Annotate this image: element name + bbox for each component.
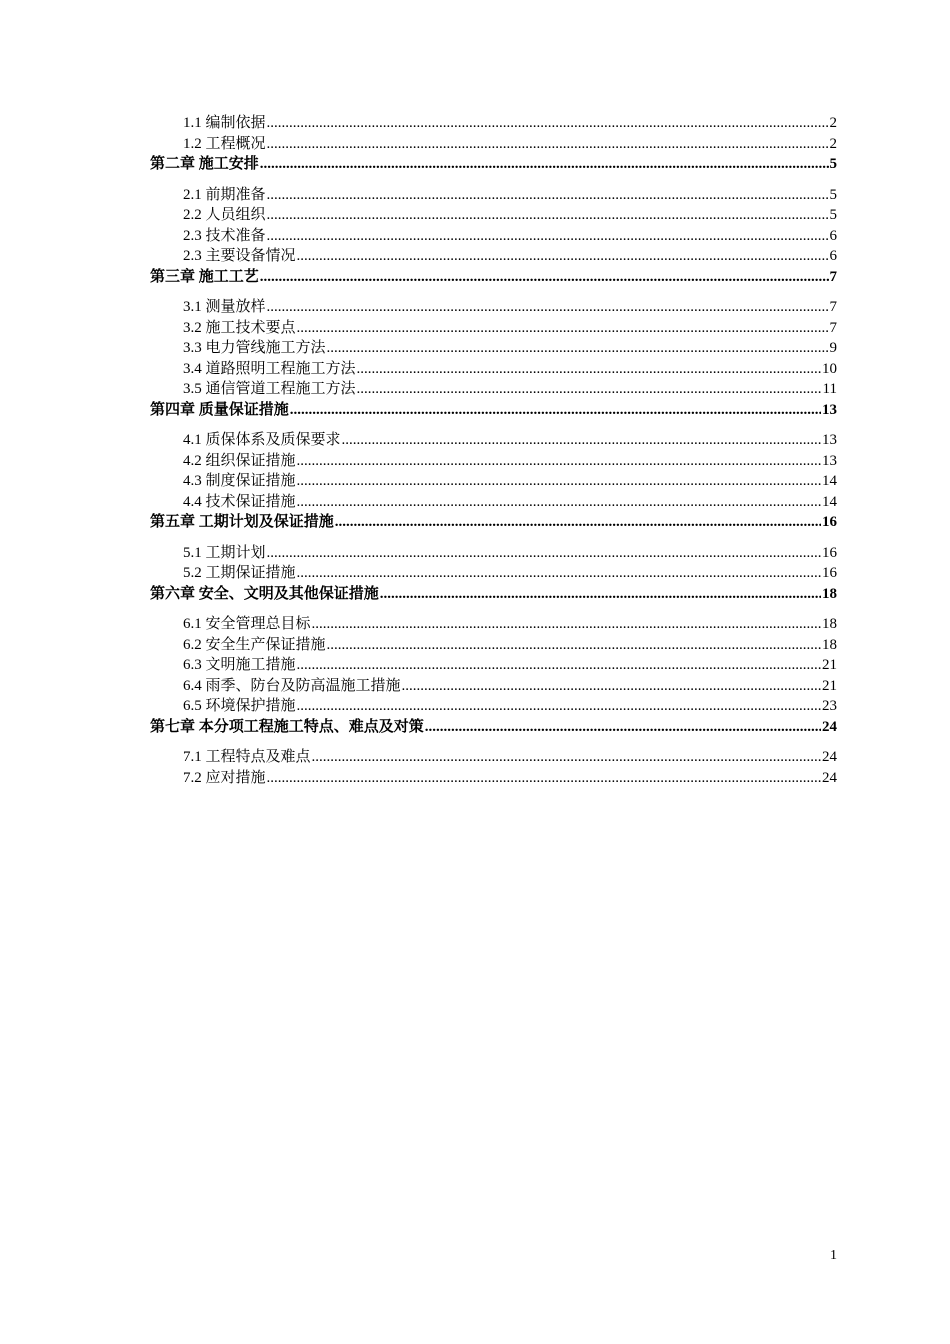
toc-entry-title: 7.2 应对措施 — [183, 769, 266, 786]
dot-leader — [297, 492, 821, 513]
toc-entry-title: 第六章 安全、文明及其他保证措施 — [150, 585, 379, 602]
toc-entry-title: 3.1 测量放样 — [183, 299, 266, 315]
toc-entry-page: 9 — [829, 340, 837, 356]
toc-section-entry[interactable] — [150, 226, 837, 247]
toc-section-entry[interactable] — [150, 113, 837, 134]
toc-section-entry[interactable] — [150, 297, 837, 318]
toc-section-entry[interactable] — [150, 492, 837, 513]
toc-entry-title: 5.2 工期保证措施 — [183, 565, 296, 581]
toc-section-entry[interactable] — [150, 185, 837, 206]
toc-entry-title: 第七章 本分项工程施工特点、难点及对策 — [150, 718, 424, 735]
dot-leader — [260, 267, 829, 288]
dot-leader — [290, 400, 821, 421]
dot-leader — [342, 430, 821, 451]
dot-leader — [297, 471, 821, 492]
toc-entry-title: 5.1 工期计划 — [183, 544, 266, 561]
toc-entry-page: 18 — [822, 585, 837, 602]
toc-entry-title: 3.5 通信管道工程施工方法 — [183, 381, 356, 397]
dot-leader — [267, 185, 829, 206]
toc-entry-page: 16 — [822, 514, 837, 530]
dot-leader — [267, 297, 829, 318]
toc-entry-title: 6.4 雨季、防台及防高温施工措施 — [183, 677, 401, 694]
toc-entry-title: 第三章 施工工艺 — [150, 268, 259, 285]
toc-entry-page: 7 — [829, 319, 837, 336]
toc-entry-page: 6 — [829, 227, 837, 244]
toc-chapter-entry[interactable] — [150, 717, 837, 738]
toc-entry-page: 16 — [822, 565, 837, 581]
toc-entry-title: 第四章 质量保证措施 — [150, 401, 289, 418]
toc-entry-page: 18 — [822, 636, 837, 653]
toc-entry-title: 2.3 技术准备 — [183, 227, 266, 244]
toc-entry-title: 2.3 主要设备情况 — [183, 248, 296, 264]
toc-section-entry[interactable] — [150, 338, 837, 359]
toc-chapter-entry[interactable] — [150, 154, 837, 175]
toc-entry-title: 4.1 质保体系及质保要求 — [183, 432, 341, 448]
toc-entry-page: 14 — [822, 473, 837, 489]
dot-leader — [357, 379, 822, 400]
toc-entry-page: 2 — [829, 135, 837, 152]
toc-section-entry[interactable] — [150, 205, 837, 226]
dot-leader — [267, 226, 829, 247]
dot-leader — [335, 512, 821, 533]
toc-entry-page: 14 — [822, 493, 837, 510]
dot-leader — [297, 451, 821, 472]
toc-entry-page: 11 — [822, 381, 837, 397]
toc-entry-title: 4.4 技术保证措施 — [183, 493, 296, 510]
toc-section-entry[interactable] — [150, 543, 837, 564]
toc-entry-title: 4.3 制度保证措施 — [183, 473, 296, 489]
page-number: 1 — [830, 1248, 837, 1263]
dot-leader — [267, 543, 821, 564]
toc-section-entry[interactable] — [150, 635, 837, 656]
toc-entry-page: 24 — [822, 769, 837, 786]
toc-entry-title: 2.2 人员组织 — [183, 207, 266, 223]
toc-section-entry[interactable] — [150, 451, 837, 472]
toc-entry-page: 5 — [829, 207, 837, 223]
toc-entry-title: 3.3 电力管线施工方法 — [183, 340, 326, 356]
toc-entry-page: 24 — [822, 749, 837, 765]
toc-section-entry[interactable] — [150, 747, 837, 768]
dot-leader — [402, 676, 821, 697]
toc-section-entry[interactable] — [150, 318, 837, 339]
toc-section-entry[interactable] — [150, 676, 837, 697]
toc-section-entry[interactable] — [150, 471, 837, 492]
dot-leader — [297, 563, 821, 584]
toc-entry-title: 1.1 编制依据 — [183, 115, 266, 131]
dot-leader — [425, 717, 821, 738]
toc-entry-page: 24 — [822, 718, 837, 735]
toc-entry-page: 23 — [822, 698, 837, 714]
dot-leader — [297, 696, 821, 717]
dot-leader — [297, 655, 821, 676]
toc-entry-page: 7 — [829, 268, 837, 285]
toc-section-entry[interactable] — [150, 768, 837, 789]
dot-leader — [297, 318, 829, 339]
toc-entry-page: 5 — [829, 186, 837, 203]
toc-entry-title: 1.2 工程概况 — [183, 135, 266, 152]
toc-chapter-entry[interactable] — [150, 512, 837, 533]
toc-entry-title: 4.2 组织保证措施 — [183, 452, 296, 469]
toc-entry-title: 第五章 工期计划及保证措施 — [150, 514, 334, 530]
toc-entry-page: 2 — [829, 115, 837, 131]
toc-entry-title: 6.3 文明施工措施 — [183, 657, 296, 673]
toc-entry-title: 6.1 安全管理总目标 — [183, 616, 311, 632]
dot-leader — [312, 614, 821, 635]
toc-entry-page: 5 — [829, 156, 837, 172]
dot-leader — [357, 359, 821, 380]
toc-entry-page: 13 — [822, 432, 837, 448]
table-of-contents — [150, 113, 837, 788]
dot-leader — [380, 584, 821, 605]
toc-section-entry[interactable] — [150, 359, 837, 380]
dot-leader — [260, 154, 829, 175]
toc-chapter-entry[interactable] — [150, 267, 837, 288]
toc-entry-page: 21 — [822, 657, 837, 673]
toc-entry-title: 6.5 环境保护措施 — [183, 698, 296, 714]
dot-leader — [267, 113, 829, 134]
toc-entry-page: 7 — [829, 299, 837, 315]
toc-section-entry[interactable] — [150, 430, 837, 451]
toc-section-entry[interactable] — [150, 246, 837, 267]
toc-entry-page: 18 — [822, 616, 837, 632]
toc-section-entry[interactable] — [150, 379, 837, 400]
toc-section-entry[interactable] — [150, 614, 837, 635]
toc-entry-title: 6.2 安全生产保证措施 — [183, 636, 326, 653]
toc-entry-page: 13 — [822, 401, 837, 418]
dot-leader — [312, 747, 821, 768]
toc-section-entry[interactable] — [150, 134, 837, 155]
toc-entry-page: 13 — [822, 452, 837, 469]
dot-leader — [327, 338, 829, 359]
toc-entry-title: 第二章 施工安排 — [150, 156, 259, 172]
dot-leader — [267, 768, 821, 789]
toc-entry-page: 10 — [822, 360, 837, 377]
toc-entry-page: 21 — [822, 677, 837, 694]
toc-section-entry[interactable] — [150, 655, 837, 676]
dot-leader — [267, 134, 829, 155]
toc-entry-page: 6 — [829, 248, 837, 264]
toc-chapter-entry[interactable] — [150, 400, 837, 421]
dot-leader — [267, 205, 829, 226]
dot-leader — [327, 635, 821, 656]
toc-entry-title: 3.4 道路照明工程施工方法 — [183, 360, 356, 377]
dot-leader — [297, 246, 829, 267]
toc-entry-page: 16 — [822, 544, 837, 561]
toc-section-entry[interactable] — [150, 696, 837, 717]
toc-entry-title: 2.1 前期准备 — [183, 186, 266, 203]
toc-entry-title: 7.1 工程特点及难点 — [183, 749, 311, 765]
toc-entry-title: 3.2 施工技术要点 — [183, 319, 296, 336]
toc-section-entry[interactable] — [150, 563, 837, 584]
toc-chapter-entry[interactable] — [150, 584, 837, 605]
